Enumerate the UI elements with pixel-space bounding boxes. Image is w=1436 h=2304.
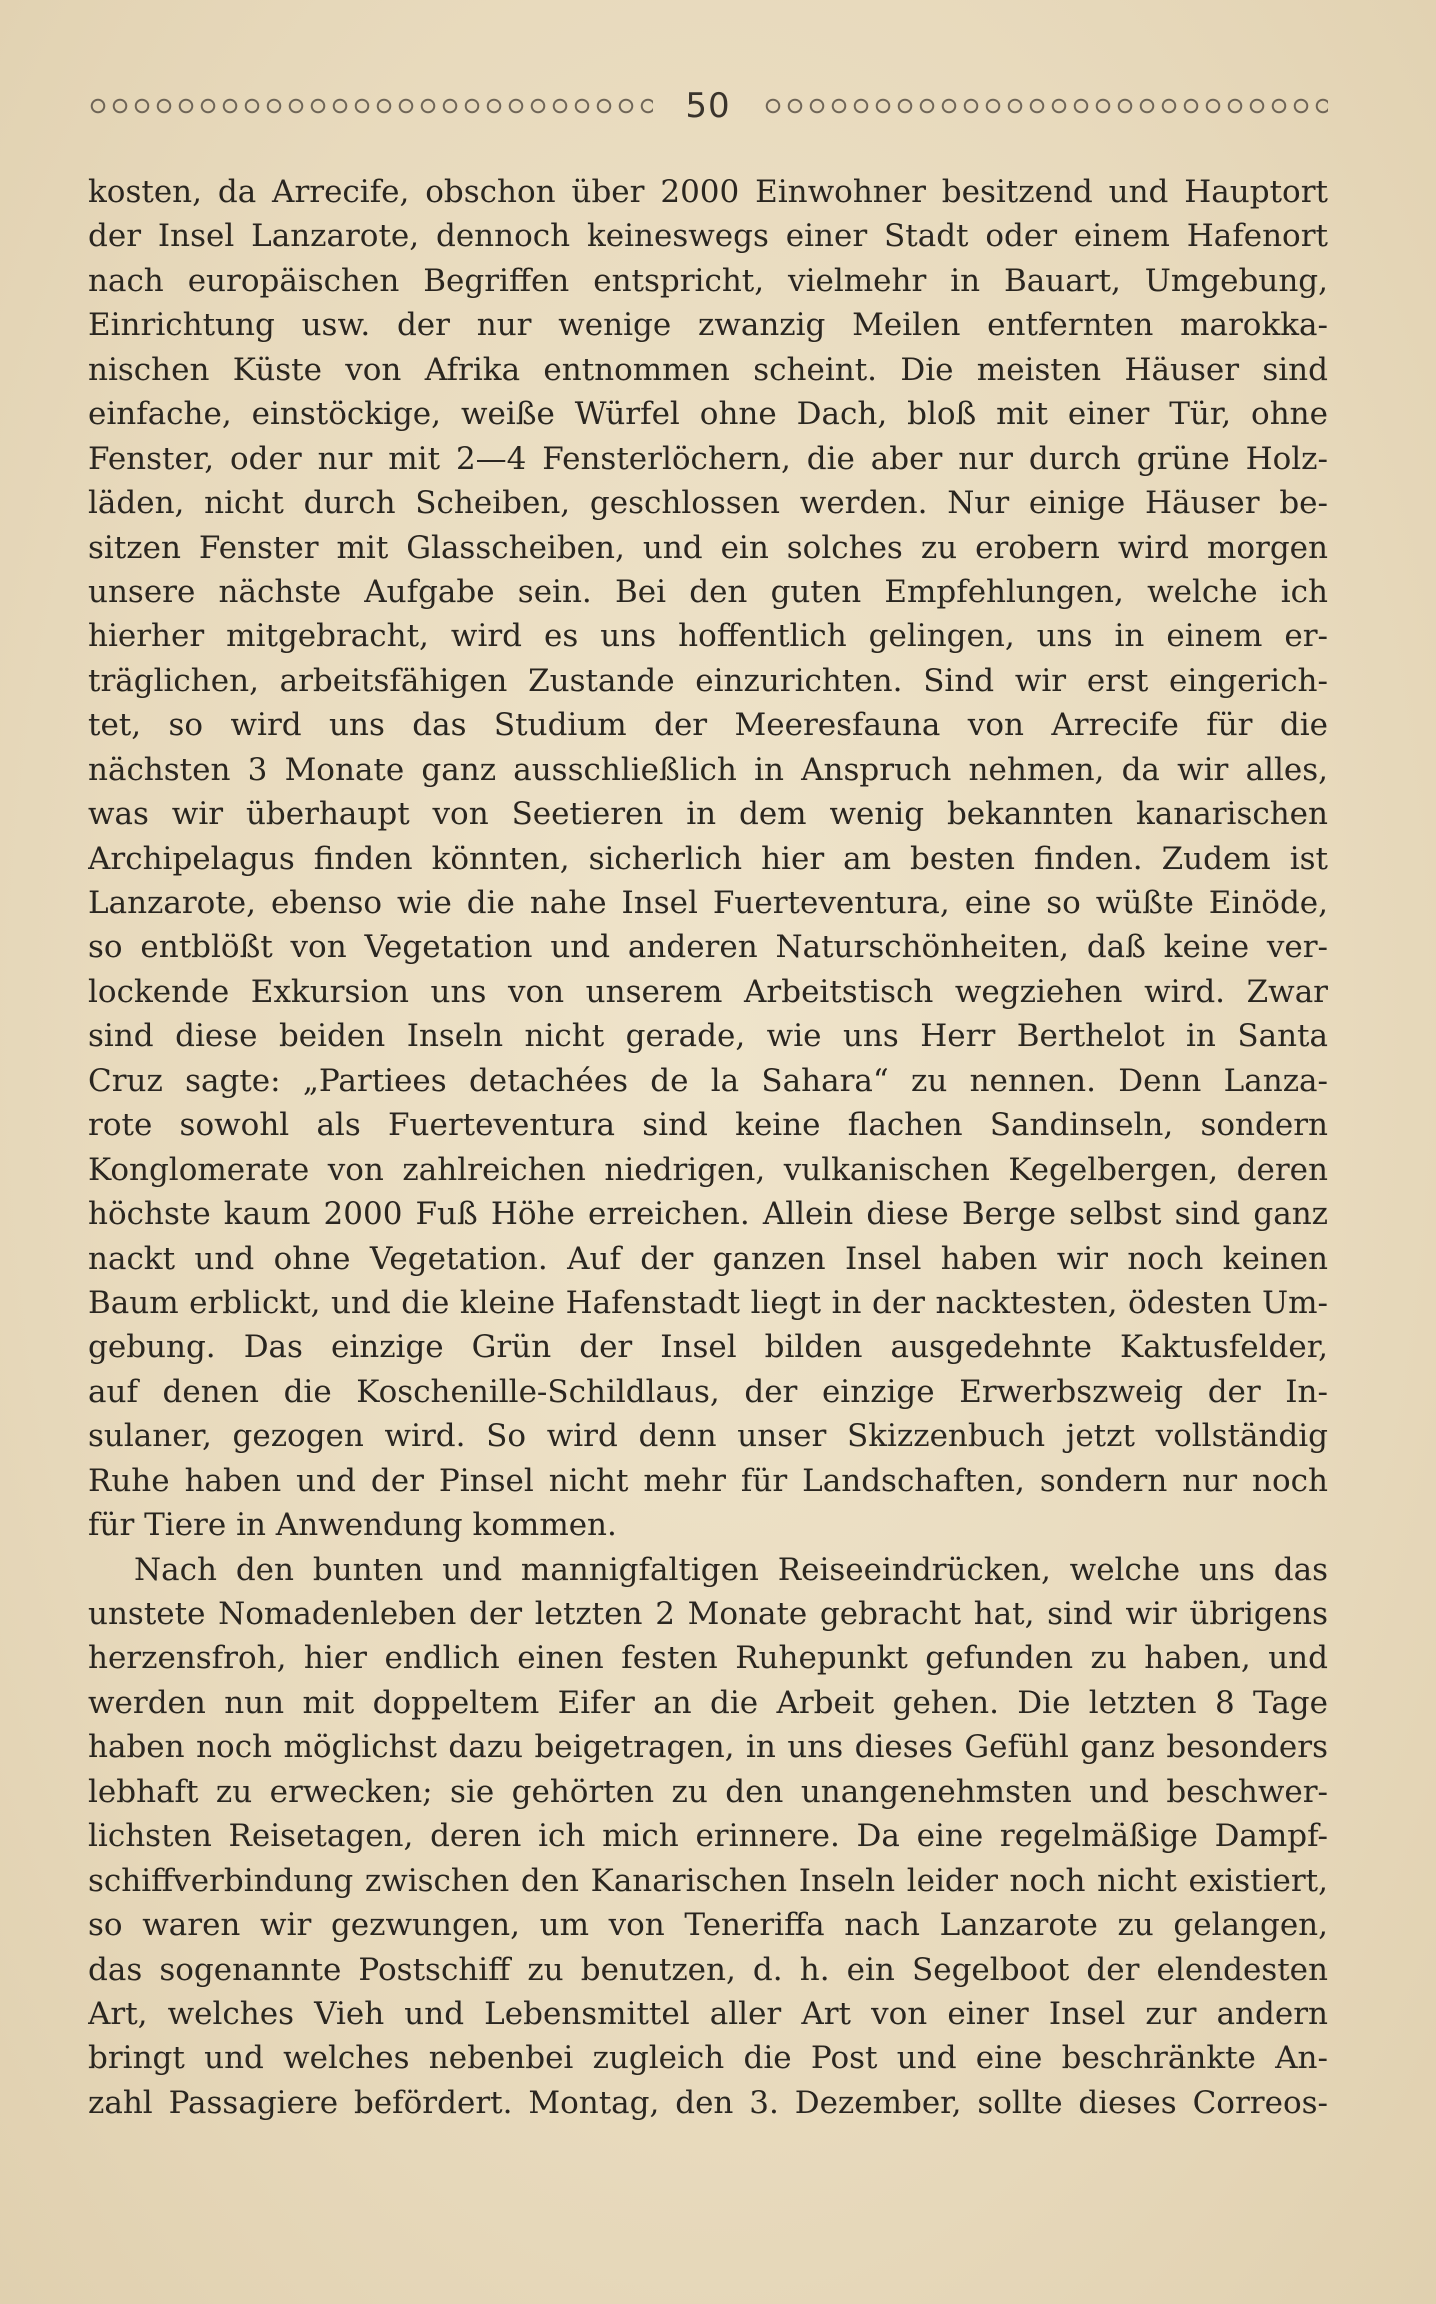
text-line: herzensfroh, hier endlich einen festen Ruhepunkt gefunden zu haben, und	[88, 1640, 1328, 1677]
text-line: so waren wir gezwungen, um von Teneriffa nach Lanzarote zu gelangen,	[88, 1907, 1328, 1944]
text-line: nach europäischen Begriffen entspricht, vielmehr in Bauart, Umgebung,	[88, 262, 1328, 299]
text-line: einfache, einstöckige, weiße Würfel ohne Dach, bloß mit einer Tür, ohne	[88, 396, 1328, 433]
text-line: nackt und ohne Vegetation. Auf der ganzen Insel haben wir noch keinen	[88, 1240, 1328, 1277]
text-line: das sogenannte Postschiff zu benutzen, d. h. ein Segelboot der elendesten	[88, 1951, 1328, 1988]
text-line: höchste kaum 2000 Fuß Höhe erreichen. Allein diese Berge selbst sind ganz	[88, 1196, 1328, 1233]
text-line: nächsten 3 Monate ganz ausschließlich in Anspruch nehmen, da wir alles,	[88, 751, 1328, 788]
text-line: unstete Nomadenleben der letzten 2 Monate gebracht hat, sind wir übrigens	[88, 1596, 1328, 1632]
text-line: bringt und welches nebenbei zugleich die Post und eine beschränkte An-	[88, 2040, 1328, 2077]
text-line: sind diese beiden Inseln nicht gerade, wie uns Herr Berthelot in Santa	[88, 1018, 1328, 1055]
text-line: Baum erblickt, und die kleine Hafenstadt liegt in der nacktesten, ödesten Um-	[88, 1284, 1328, 1321]
text-line: Lanzarote, ebenso wie die nahe Insel Fuerteventura, eine so wüßte Einöde,	[88, 885, 1328, 921]
text-line: Nach den bunten und mannigfaltigen Reiseeindrücken, welche uns das	[134, 1551, 1328, 1588]
right-ornament-border	[763, 93, 1328, 119]
text-line: Archipelagus finden könnten, sicherlich hier am besten finden. Zudem ist	[88, 840, 1328, 877]
page-number: 50	[685, 86, 731, 126]
text-line: läden, nicht durch Scheiben, geschlossen werden. Nur einige Häuser be-	[88, 485, 1328, 522]
text-line: kosten, da Arrecife, obschon über 2000 Einwohner besitzend und Hauptort	[88, 174, 1328, 210]
page-header	[88, 82, 1328, 130]
text-line: unsere nächste Aufgabe sein. Bei den guten Empfehlungen, welche ich	[88, 573, 1328, 610]
text-line: Ruhe haben und der Pinsel nicht mehr für Landschaften, sondern nur noch	[88, 1462, 1328, 1499]
text-line: schiffverbindung zwischen den Kanarischen Inseln leider noch nicht existiert,	[88, 1862, 1328, 1899]
text-line: was wir überhaupt von Seetieren in dem wenig bekannten kanarischen	[88, 796, 1328, 833]
text-line: rote sowohl als Fuerteventura sind keine flachen Sandinseln, sondern	[88, 1107, 1328, 1144]
text-line: gebung. Das einzige Grün der Insel bilden ausgedehnte Kaktusfelder,	[88, 1329, 1328, 1366]
text-line: Fenster, oder nur mit 2—4 Fensterlöchern, die aber nur durch grüne Holz-	[88, 440, 1328, 477]
text-line: sulaner, gezogen wird. So wird denn unser Skizzenbuch jetzt vollständig	[88, 1418, 1328, 1455]
text-line: zahl Passagiere befördert. Montag, den 3. Dezember, sollte dieses Correos-	[88, 2084, 1328, 2121]
text-line: auf denen die Koschenille-Schildlaus, der einzige Erwerbszweig der In-	[88, 1373, 1328, 1410]
text-line: nischen Küste von Afrika entnommen scheint. Die meisten Häuser sind	[88, 351, 1328, 388]
text-line: so entblößt von Vegetation und anderen Naturschönheiten, daß keine ver-	[88, 929, 1328, 966]
text-line: Einrichtung usw. der nur wenige zwanzig Meilen entfernten marokka-	[88, 307, 1328, 344]
text-line: lockende Exkursion uns von unserem Arbeitstisch wegziehen wird. Zwar	[88, 973, 1328, 1010]
text-line: hierher mitgebracht, wird es uns hoffentlich gelingen, uns in einem er-	[88, 618, 1328, 655]
text-line: haben noch möglichst dazu beigetragen, in uns dieses Gefühl ganz besonders	[88, 1729, 1328, 1766]
text-line: für Tiere in Anwendung kommen.	[88, 1507, 617, 1544]
text-line: lichsten Reisetagen, deren ich mich erinnere. Da eine regelmäßige Dampf-	[88, 1818, 1328, 1855]
text-line: sitzen Fenster mit Glasscheiben, und ein solches zu erobern wird morgen	[88, 529, 1328, 566]
text-line: Art, welches Vieh und Lebensmittel aller Art von einer Insel zur andern	[88, 1995, 1328, 2032]
left-ornament-border	[88, 93, 653, 119]
text-line: werden nun mit doppeltem Eifer an die Arbeit gehen. Die letzten 8 Tage	[88, 1684, 1328, 1721]
text-line: lebhaft zu erwecken; sie gehörten zu den unangenehmsten und beschwer-	[88, 1773, 1328, 1810]
text-line: Cruz sagte: „Partiees detachées de la Sahara“ zu nennen. Denn Lanza-	[88, 1062, 1328, 1099]
text-line: Konglomerate von zahlreichen niedrigen, vulkanischen Kegelbergen, deren	[88, 1151, 1328, 1188]
text-line: der Insel Lanzarote, dennoch keineswegs einer Stadt oder einem Hafenort	[88, 218, 1328, 255]
body-text	[88, 170, 1328, 2125]
text-line: tet, so wird uns das Studium der Meeresfauna von Arrecife für die	[88, 707, 1328, 744]
text-line: träglichen, arbeitsfähigen Zustande einzurichten. Sind wir erst eingerich-	[88, 662, 1328, 699]
